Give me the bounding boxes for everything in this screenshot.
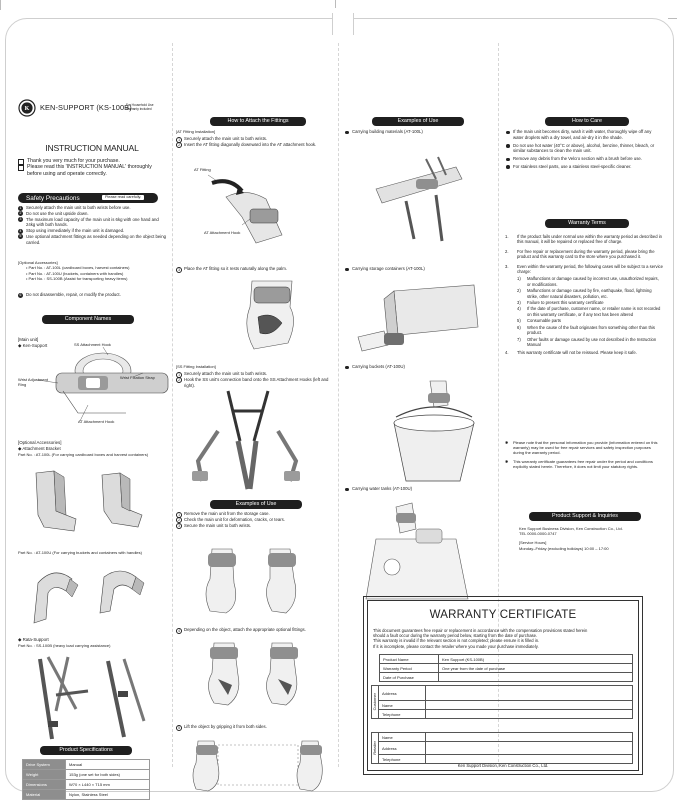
brand-header [18,99,166,119]
rata-support-illustration [28,651,168,746]
use-step: 2 Check the main unit for deformation, cracks, or tears. [176,517,334,523]
manual-sheet [5,18,674,797]
crop-mark [668,18,677,19]
callout-at-fitting: AT Fitting [194,167,211,172]
lift-object-illustration [188,735,328,793]
main-unit-label: [Main unit] [18,337,39,342]
wrists-illustration [188,543,328,615]
examples-of-use-bar: Examples of Use [372,117,464,126]
example-water-tanks: Carrying water tanks (AT-100U) [344,486,502,492]
crop-mark [335,0,336,8]
support-line: Ken Support Business Division, Ken Construction Co., Ltd. [519,526,623,531]
term-2: 2. For free repair or replacement during the warranty period, please bring the product and this warranty card to the store where you purchased it. [505,248,655,260]
safety-item: 4 Stop using immediately if the main unit is damaged. [19,228,125,234]
optional-item: • Part No. : SS-100B (Assist for transporting heavy items) [26,276,128,282]
at-fitting-heading: [AT Fitting Installation] [176,129,216,134]
ken-support-label: ◆ Ken-Support [18,343,48,348]
customer-address-field[interactable] [426,686,633,701]
safety-item: 1 Securely attach the main unit to both wrists before use. [19,205,131,210]
ss-step: 1 Securely attach the main unit to both wrists. [176,371,334,377]
care-item: Do not use hot water (40°C or above), alcohol, benzine, thinner, bleach, or similar substances to clean the main unit. [505,143,663,155]
warranty-certificate-inner [367,600,639,771]
certificate-retailer-table [371,732,633,764]
callout-at-hook: AT Attachment Hook [78,419,115,424]
care-item: If the main unit becomes dirty, wash it with water, thoroughly wipe off any water droplets with a dry towel, and air-dry it in the shade. [505,129,663,141]
callout-wrist-adjustment-ring: Wrist Adjustment Ring [18,377,48,387]
at100u-bracket-illustration [24,563,164,633]
product-name: KEN-SUPPORT (KS-100B) [40,103,132,112]
at-fitting-step3 [176,266,334,272]
use-step: 4 Depending on the object, attach the appropriate optional fittings. [176,627,334,633]
term-sub: 3) Failure to present this warranty certificate [517,300,604,306]
example-storage-containers: Carrying storage containers (AT-100L) [344,266,502,272]
retailer-label: Retailer [372,741,377,755]
spec-row: Material Nylon, Stainless Steel [23,790,150,800]
callout-ss-hook: SS Attachment Hook [74,342,111,347]
ss-fitting-illustration [178,391,328,491]
intro-note: Thank you very much for your purchase. [18,158,166,164]
safety-item: 6 Do not disassemble, repair, or modify the product. [19,292,121,297]
rata-title: ◆ Rata-Support [18,637,49,642]
certificate-body [373,628,635,649]
fold-line-2 [338,43,339,767]
intro-notes [18,158,166,177]
example-carrying-buckets: Carrying buckets (AT-100U) [344,364,502,370]
ss-fitting-steps [176,371,334,388]
callout-at-attachment-hook: AT Attachment Hook [204,230,241,235]
specifications-table [22,759,150,800]
care-item: For stainless steel parts, use a stainless steel-specific cleaner. [505,164,663,170]
spec-row: Dimensions W70 × L440 × T15 mm [23,780,150,790]
use-step: 3 Secure the main unit to both wrists. [176,523,334,529]
fold-line-1 [172,43,173,767]
svg-text:K: K [24,106,30,113]
part-at100l: Part No. : AT-100L (For carrying cardboard boxes and harvest containers) [18,452,149,457]
warranty-terms-list [505,234,663,356]
storage-containers-illustration [354,281,484,361]
cert-row: Telephone [372,710,633,719]
warranty-certificate [363,596,643,775]
safety-item: 5 Use optional attachment fittings as needed depending on the object being carried. [19,233,166,245]
building-materials-illustration [366,149,486,259]
brand-note-line: For Household Use [126,103,154,107]
term-4: 4. This warranty certificate will not be reissued. Please keep it safe. [505,350,637,356]
customer-label: Customer [372,693,377,711]
component-names-bar: Component Names [42,315,134,324]
part-at100u: Part No. : AT-100U (For carrying buckets and containers with handles) [18,550,142,555]
safety-precautions-bar [18,193,158,203]
safety-badge: Please read carefully. [102,195,144,200]
brand-logo-icon [18,99,36,117]
intro-note: Please read this 'INSTRUCTION MANUAL' thoroughly before using and operate correctly. [18,164,166,177]
term-sub: 6) When the cause of the fault originates from something other than this product. [517,324,656,336]
at-fitting-steps [176,136,334,148]
retailer-address-field[interactable] [426,742,633,755]
use-steps [176,511,334,528]
cert-row: Name [372,701,633,710]
use-step5 [176,724,334,730]
ss-fitting-heading: [SS Fitting Installation] [176,364,216,369]
support-info [519,526,665,551]
at-step: 3 Place the AT fitting so it rests naturally along the palm. [176,266,334,272]
care-list [505,129,663,172]
ss-step: 2 Hook the SS unit's connection band onto the SS Attachment Hooks (left and right). [176,377,334,389]
example-building-materials: Carrying building materials (AT-100L) [344,129,502,135]
use-step: 1 Remove the main unit from the storage case. [176,511,334,517]
at-step: 1 Securely attach the main unit to both wrists. [176,136,334,142]
term-sub: 5) Consumable parts [517,318,561,324]
support-line: [Service Hours] [519,540,547,546]
customer-telephone-field[interactable] [426,710,633,719]
cert-row: Date of Purchase [380,673,633,682]
support-line: Monday–Friday (excluding holidays) 10:00 – 17:00 [519,545,609,551]
use-step: 5 Lift the object by gripping it from both sides. [176,724,334,730]
warranty-terms-bar: Warranty Terms [545,219,629,228]
optional-fittings-illustration [188,639,328,711]
how-to-attach-bar: How to Attach the Fittings [210,117,306,126]
palm-illustration [212,277,332,355]
examples-of-use-bar-2: Examples of Use [210,500,302,509]
term-sub: 2) Malfunctions or damage caused by fire, earthquake, flood, lightning strike, other natural disasters, pollution, etc. [517,288,652,299]
term-3: 3. Even within the warranty period, the following cases will be subject to a service charge: [505,263,663,275]
spec-row: Drive System Manual [23,760,150,770]
product-specifications-bar: Product Specifications [40,746,132,755]
center-notch [332,13,354,35]
care-item: Remove any debris from the Velcro section with a brush before use. [505,156,663,162]
optional-item: • Part No. : AT-100U (buckets, containers with handles) [26,270,124,276]
certificate-title: WARRANTY CERTIFICATE [429,609,577,621]
safety-item: 2 Do not use the unit upside down. [19,210,89,216]
cert-row: Warranty Period One year from the date of purchase [380,664,633,673]
safety-item: 3 The maximum load capacity of the main unit is 6kg with one hand and 24kg with both hands. [19,216,159,228]
part-ss100b: Part No. : SS-100B (heavy load carrying assistance) [18,643,111,648]
use-step4 [176,627,334,633]
at-step: 2 Insert the AT fitting diagonally downward into the AT attachment hook. [176,142,334,148]
callout-wrist-fixation-strap: Wrist Fixation Strap [120,375,155,380]
warranty-note: ✱ This warranty certificate guarantees free repair under the period and conditions explicitly stated herein. Therefore, it does not limit your statutory rights. [505,459,653,469]
certificate-product-table [379,654,633,682]
support-line: TEL 0000-0000-0747 [519,531,557,537]
cert-row: Product Name Ken Support (KS-100B) [380,655,633,664]
certificate-customer-table [371,685,633,719]
at100l-bracket-illustration [24,465,164,540]
accessories-title: [Optional Accessories] [18,440,62,445]
how-to-care-bar: How to Care [545,117,629,126]
certificate-body-line: This document guarantees free repair or replacement in accordance with the compensation provisions stated herein [373,628,588,633]
manual-title: INSTRUCTION MANUAL [45,143,139,153]
certificate-footer: Ken Support Division, Ken Construction Co., Ltd. [457,763,549,768]
customer-name-field[interactable] [426,701,633,710]
bracket-title: ◆ Attachment Bracket [18,446,61,451]
term-sub: 1) Malfunctions or damage caused by incorrect use, unauthorized repairs, or modifications. [517,276,659,287]
brand-note [126,103,166,111]
support-inquiries-bar: Product Support & Inquiries [529,512,641,521]
safety-title: Safety Precautions [26,194,80,202]
spec-row: Weight 153g (one set for both sides) [23,770,150,780]
certificate-body-line: should a fault occur during the warranty period below, starting from the date of purchase. [373,633,538,639]
crop-mark [0,0,1,10]
term-sub: 4) If the date of purchase, customer name, or retailer name is not recorded on this warranty certificate, or if any text has been altered [517,306,661,317]
rata-support-section [18,637,178,648]
optional-accessories-section [18,440,178,457]
safety-extra [18,292,166,298]
term-sub: 7) Other faults or damage caused by use not described in the Instruction Manual [517,336,657,347]
term-3-sublist [505,276,663,347]
cert-row: Retailer Name [372,733,633,742]
buckets-illustration [376,377,486,487]
certificate-body-line: If it is incomplete, please contact the retailer where you made your purchase immediately. [373,643,539,649]
retailer-name-field[interactable] [426,733,633,742]
water-tanks-illustration [356,499,486,609]
warranty-notes [505,440,661,469]
cert-row: Telephone [372,755,633,764]
safety-list [18,205,166,246]
certificate-body-line: This warranty is invalid if the relevant section is not completed; please ensure it is filled in. [373,638,540,644]
cert-row: Customer Address [372,686,633,701]
cert-row: Address [372,742,633,755]
term-1: 1. If the product fails under normal use within the warranty period as described in this manual, it will be repaired or replaced free of charge. [505,234,663,245]
warranty-note: ✱ Please note that the personal information you provide (information entered on this warranty) may be used for free repair services and safety inspection purposes during the warranty period. [505,440,658,455]
optional-accessories-note [18,260,166,282]
brand-note-line: Warranty included [126,107,152,111]
optional-item: • Part No. : AT-100L (cardboard boxes, harvest containers) [26,265,130,271]
optional-title: [Optional Accessories] [18,260,58,265]
